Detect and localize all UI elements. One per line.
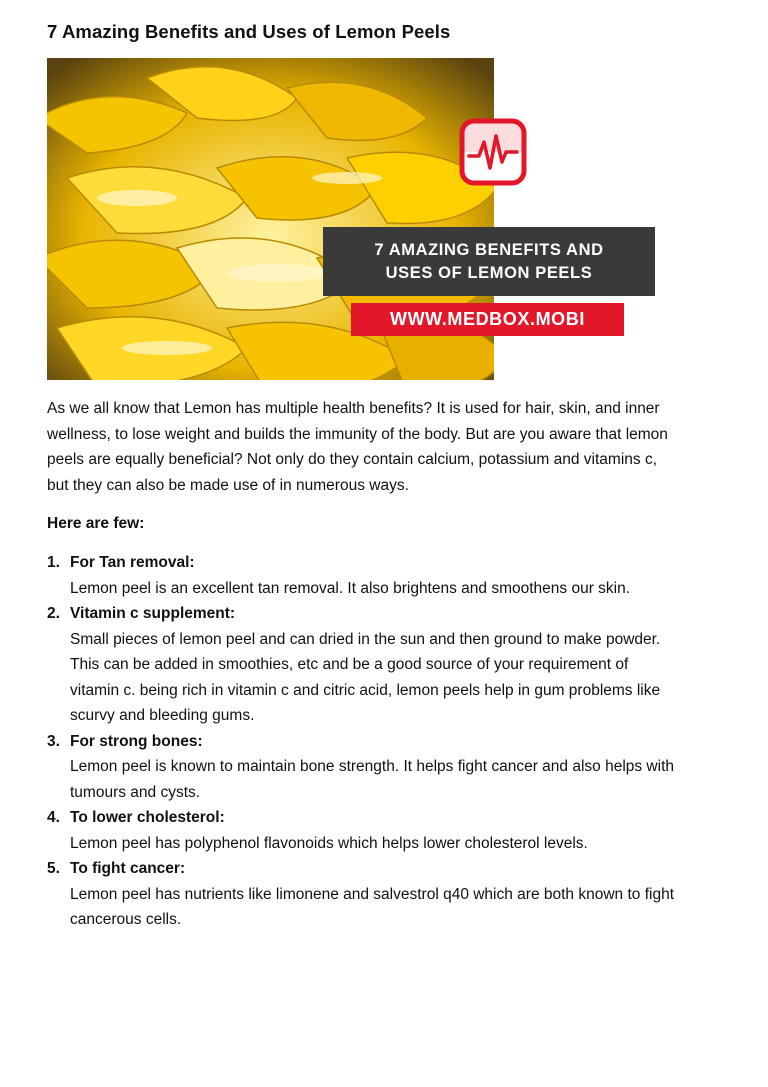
item-number: 1. <box>47 554 60 571</box>
list-item <box>47 729 687 806</box>
list-item <box>47 550 687 601</box>
item-heading: For strong bones: <box>70 732 203 750</box>
benefits-list <box>47 550 687 933</box>
website-url-tag: WWW.MEDBOX.MOBI <box>351 303 624 336</box>
banner-text: 7 AMAZING BENEFITS AND USES OF LEMON PEELS <box>374 240 604 282</box>
list-item <box>47 856 687 933</box>
item-number: 2. <box>47 605 60 622</box>
section-subheading: Here are few: <box>47 515 145 532</box>
item-heading: For Tan removal: <box>70 554 195 571</box>
item-heading: To fight cancer: <box>70 860 186 877</box>
title-banner <box>323 227 655 296</box>
list-item <box>47 805 687 856</box>
item-text: Small pieces of lemon peel and can dried in the sun and then ground to make powder. This can be added in smoothies, etc and be a good source of your requirement of vitamin c. being rich in vitamin c and citric acid, lemon peels help in gum problems like scurvy and bleeding gums. <box>70 630 661 724</box>
hero-image <box>47 58 655 380</box>
item-text: Lemon peel has nutrients like limonene and salvestrol q40 which are both known to fight cancerous cells. <box>70 885 675 928</box>
page-title: 7 Amazing Benefits and Uses of Lemon Peels <box>47 21 451 42</box>
list-item <box>47 601 687 729</box>
item-number: 5. <box>47 860 60 877</box>
item-number: 3. <box>47 732 60 750</box>
item-heading: To lower cholesterol: <box>70 809 225 826</box>
item-text: Lemon peel is known to maintain bone strength. It helps fight cancer and also helps with tumours and cysts. <box>70 758 675 801</box>
heartbeat-monitor-icon <box>459 118 527 186</box>
item-heading: Vitamin c supplement: <box>70 605 236 622</box>
document-page <box>47 20 687 933</box>
item-text: Lemon peel is an excellent tan removal. It also brightens and smoothens our skin. <box>70 579 631 597</box>
item-text: Lemon peel has polyphenol flavonoids which helps lower cholesterol levels. <box>70 834 588 852</box>
intro-paragraph: As we all know that Lemon has multiple health benefits? It is used for hair, skin, and inner wellness, to lose weight and builds the immunity of the body. But are you aware that lemon peels are equally beneficial? Not only do they contain calcium, potassium and vitamins c, but they can also be made use of in numerous ways. <box>47 400 668 494</box>
item-number: 4. <box>47 809 60 826</box>
